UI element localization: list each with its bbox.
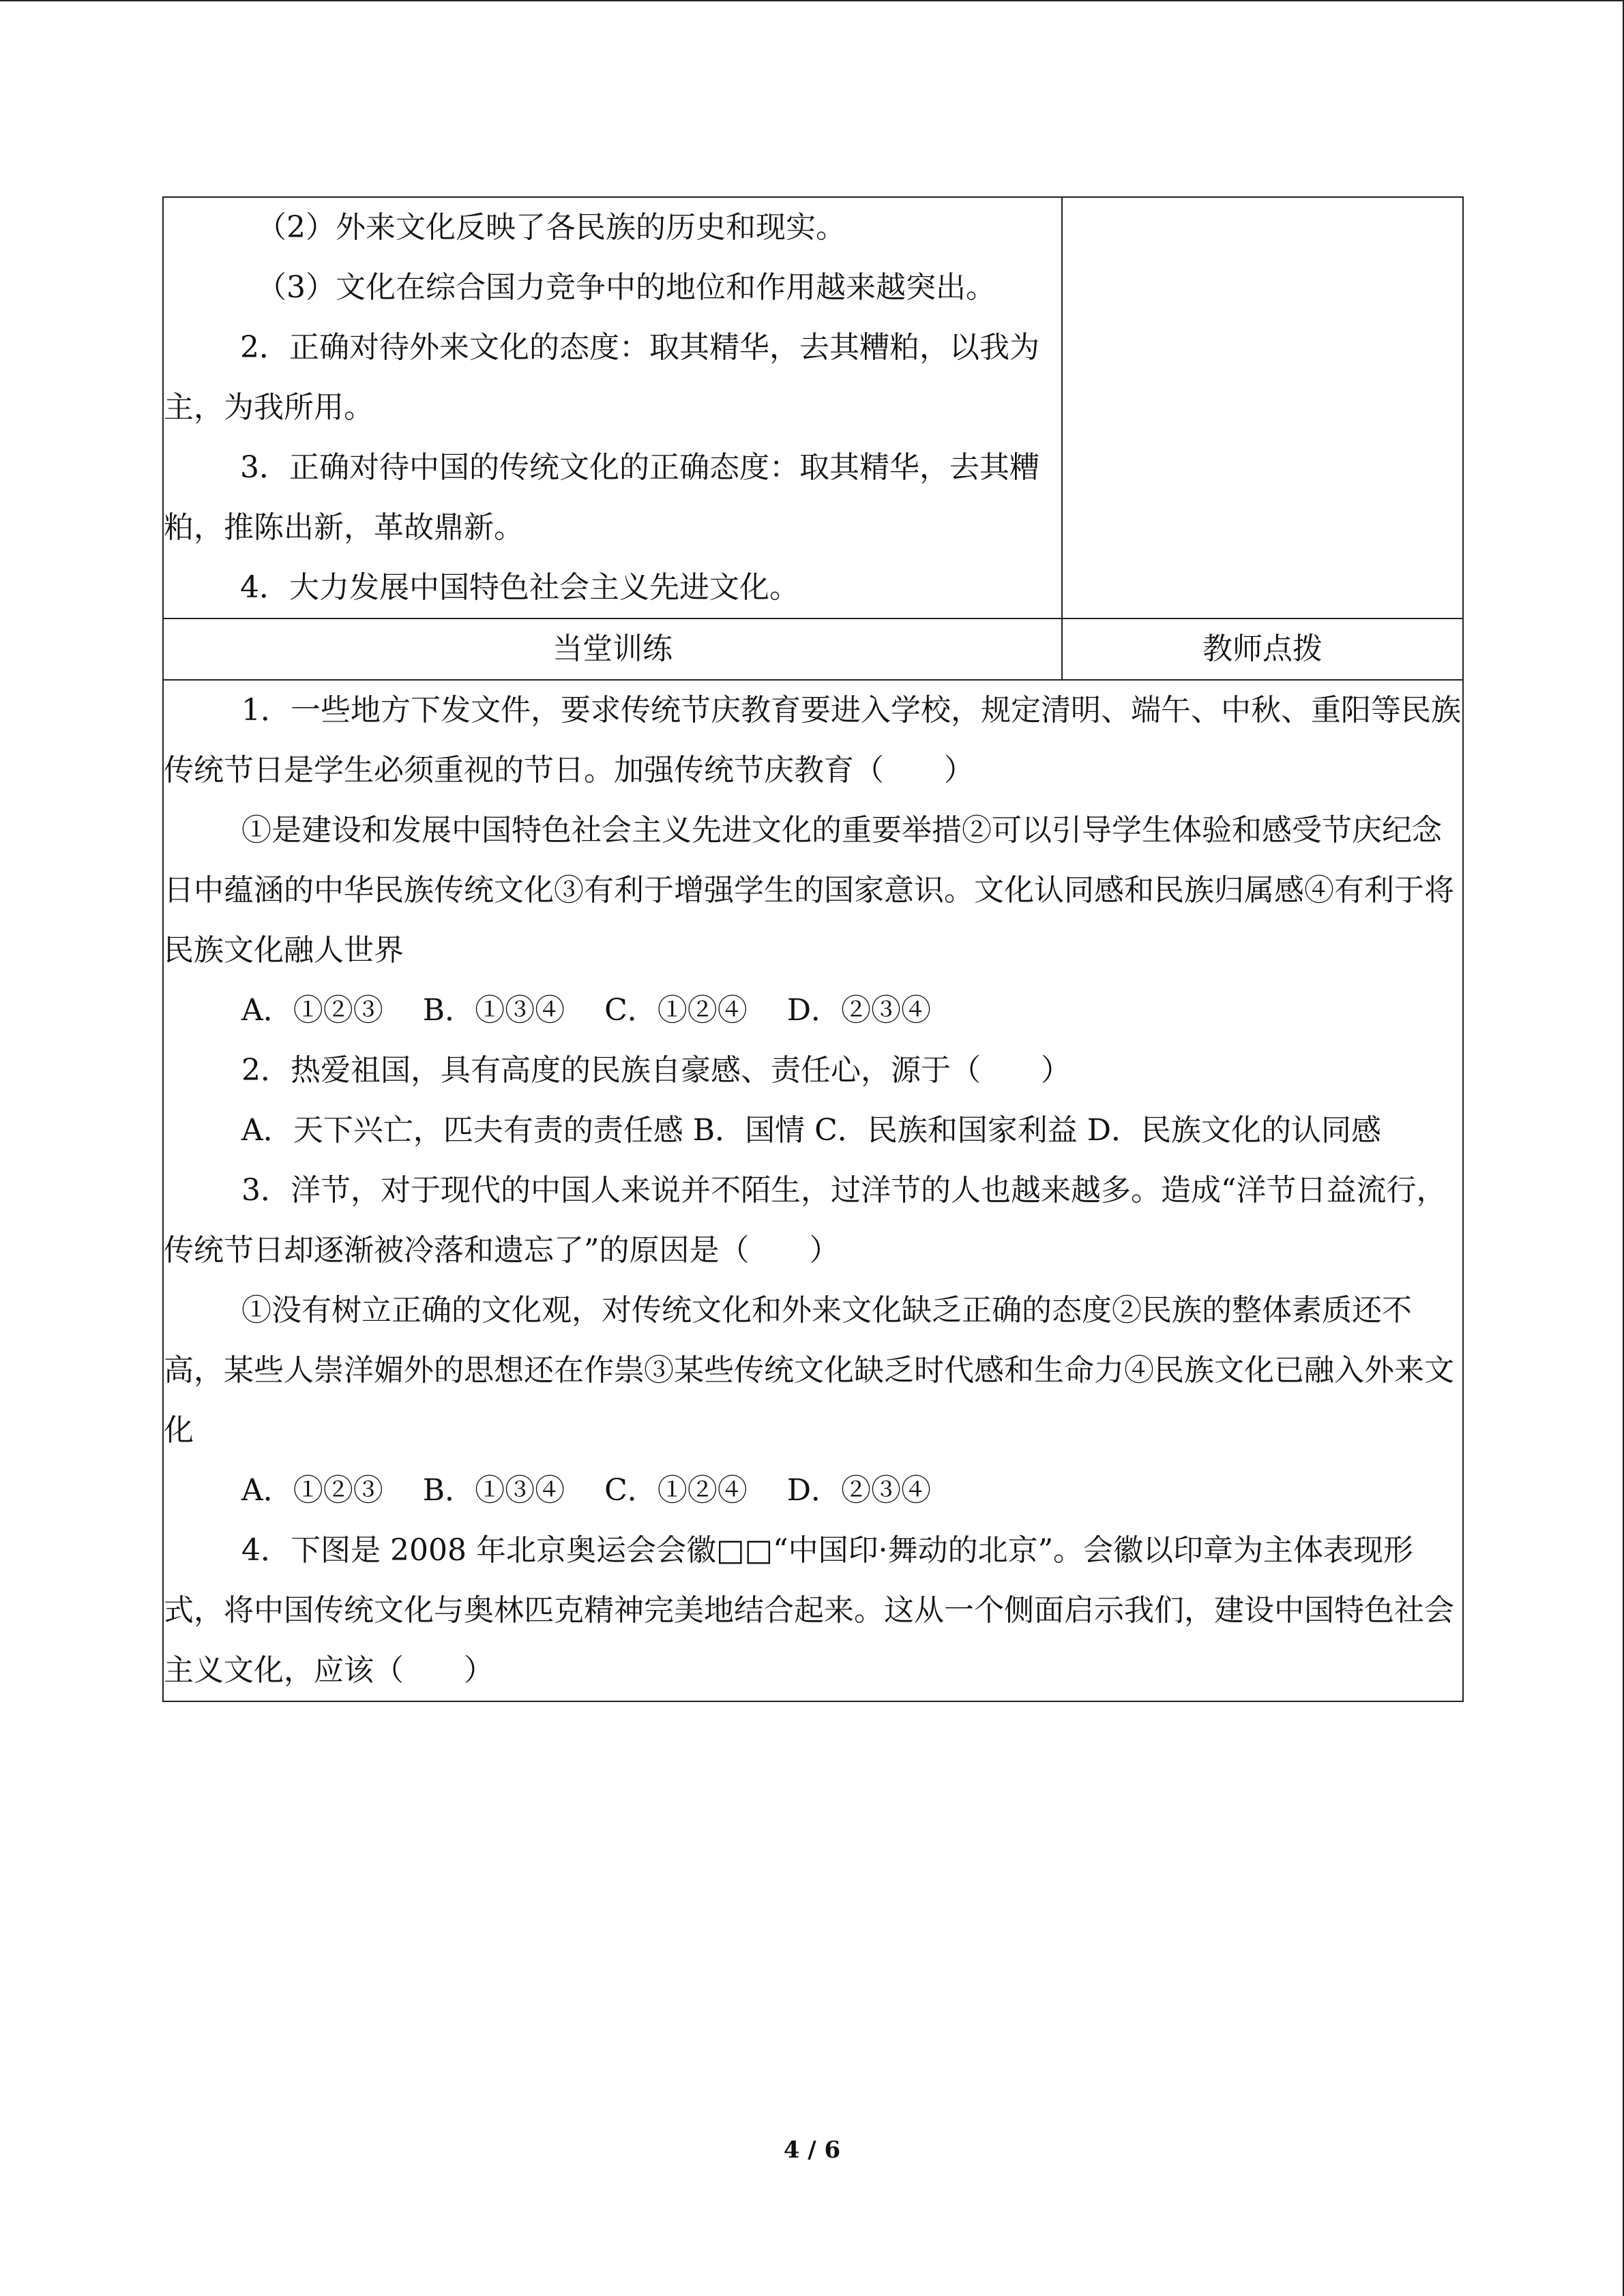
knowledge-item: 4．大力发展中国特色社会主义先进文化。 — [240, 570, 799, 605]
question-1-stem: 1．一些地方下发文件，要求传统节庆教育要进入学校，规定清明、端午、中秋、重阳等民族传统节日是学生必须重视的节日。加强传统节庆教育（ ） — [164, 693, 1461, 788]
teacher-notes-cell — [1062, 197, 1463, 618]
question-3-stem: 3．洋节，对于现代的中国人来说并不陌生，过洋节的人也越来越多。造成“洋节日益流行，传统节日却逐渐被冷落和遗忘了”的原因是（ ） — [164, 1173, 1447, 1268]
knowledge-cell — [163, 197, 1062, 618]
knowledge-item: 2．正确对待外来文化的态度：取其精华，去其糟粕，以我为主，为我所用。 — [164, 330, 1039, 425]
question-2-stem: 2．热爱祖国，具有高度的民族自豪感、责任心，源于（ ） — [241, 1053, 1071, 1088]
question-3-statements: ①没有树立正确的文化观，对传统文化和外来文化缺乏正确的态度②民族的整体素质还不高，某些人崇洋媚外的思想还在作祟③某些传统文化缺乏时代感和生命力④民族文化已融入外来文化 — [164, 1293, 1454, 1448]
practice-header: 当堂训练 — [163, 618, 1062, 680]
knowledge-item: （2）外来文化反映了各民族的历史和现实。 — [256, 210, 846, 245]
question-1-options: A．①②③ B．①③④ C．①②④ D．②③④ — [241, 993, 932, 1028]
practice-cell — [163, 680, 1463, 1701]
practice-row — [163, 680, 1463, 1701]
knowledge-row — [163, 197, 1463, 618]
knowledge-item: （3）文化在综合国力竞争中的地位和作用越来越突出。 — [256, 270, 996, 305]
teacher-header: 教师点拨 — [1062, 618, 1463, 680]
knowledge-item: 3．正确对待中国的传统文化的正确态度：取其精华，去其糟粕，推陈出新，革故鼎新。 — [164, 450, 1039, 545]
question-2-options: A．天下兴亡，匹夫有责的责任感 B．国情 C．民族和国家利益 D．民族文化的认同感 — [241, 1113, 1382, 1148]
question-3-options: A．①②③ B．①③④ C．①②④ D．②③④ — [241, 1473, 932, 1508]
page-number: 4 / 6 — [783, 2136, 841, 2164]
question-1-statements: ①是建设和发展中国特色社会主义先进文化的重要举措②可以引导学生体验和感受节庆纪念日中蕴涵的中华民族传统文化③有利于增强学生的国家意识。文化认同感和民族归属感④有利于将民族文化融人世界 — [164, 813, 1454, 968]
question-4-stem: 4．下图是 2008 年北京奥运会会徽□□“中国印·舞动的北京”。会徽以印章为主体表现形式，将中国传统文化与奥林匹克精神完美地结合起来。这从一个侧面启示我们，建设中国特色社会主义文化，应该（ ） — [164, 1533, 1454, 1688]
lesson-table — [162, 196, 1464, 1702]
header-row — [163, 618, 1463, 680]
